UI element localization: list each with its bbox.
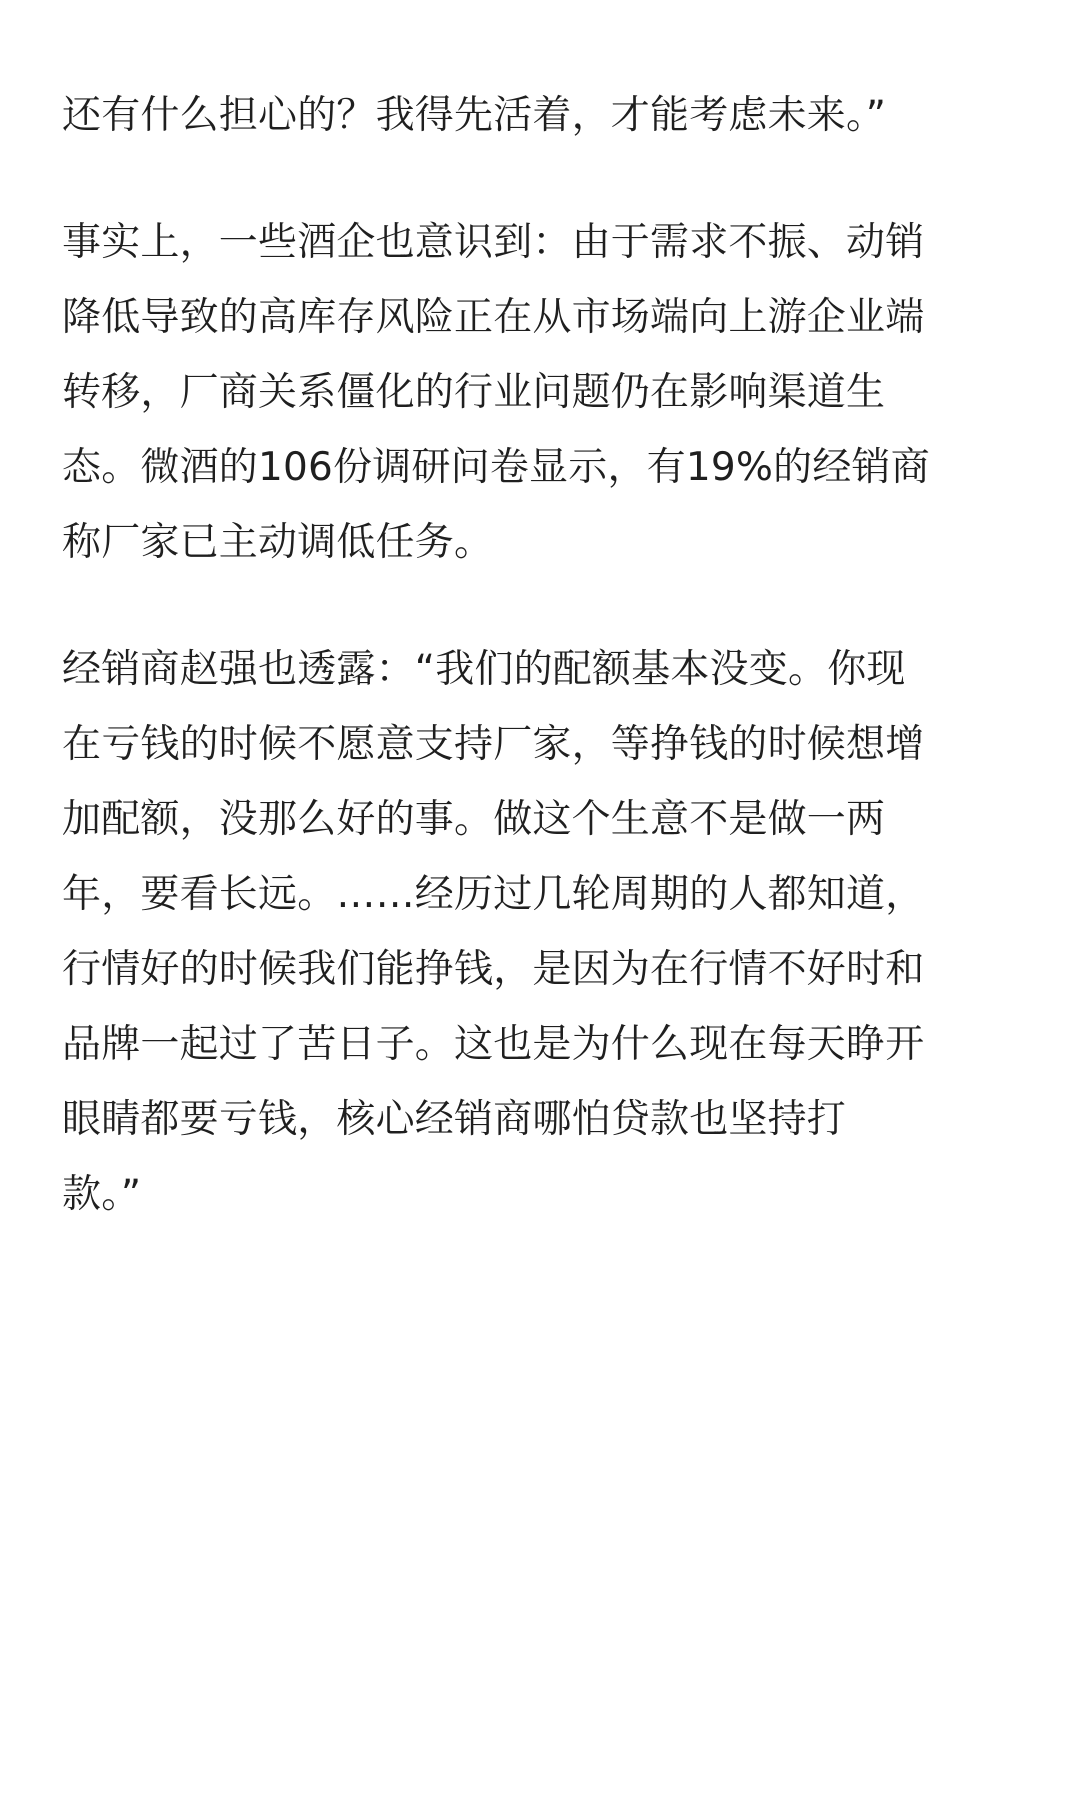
text-line: 行情好的时候我们能挣钱，是因为在行情不好时和 — [62, 947, 925, 992]
text-line: 在亏钱的时候不愿意支持厂家，等挣钱的时候想增 — [62, 722, 925, 767]
text-line: 态。微酒的106份调研问卷显示，有19%的经销商 — [62, 445, 930, 490]
text-line: 年，要看长远。……经历过几轮周期的人都知道， — [62, 872, 925, 917]
text-line: 事实上，一些酒企也意识到：由于需求不振、动销 — [62, 220, 925, 265]
paragraph-1 — [62, 78, 1022, 153]
text-line: 称厂家已主动调低任务。 — [62, 520, 494, 565]
article-body — [62, 78, 1022, 1284]
text-line: 还有什么担心的？我得先活着，才能考虑未来。” — [62, 93, 887, 138]
text-line: 眼睛都要亏钱，核心经销商哪怕贷款也坚持打 — [62, 1097, 847, 1142]
paragraph-3 — [62, 632, 1022, 1232]
text-line: 款。” — [62, 1172, 142, 1217]
text-line: 经销商赵强也透露：“我们的配额基本没变。你现 — [62, 647, 906, 692]
paragraph-2 — [62, 205, 1022, 580]
text-line: 转移，厂商关系僵化的行业问题仍在影响渠道生 — [62, 370, 886, 415]
text-line: 降低导致的高库存风险正在从市场端向上游企业端 — [62, 295, 925, 340]
text-line: 品牌一起过了苦日子。这也是为什么现在每天睁开 — [62, 1022, 925, 1067]
text-line: 加配额，没那么好的事。做这个生意不是做一两 — [62, 797, 886, 842]
